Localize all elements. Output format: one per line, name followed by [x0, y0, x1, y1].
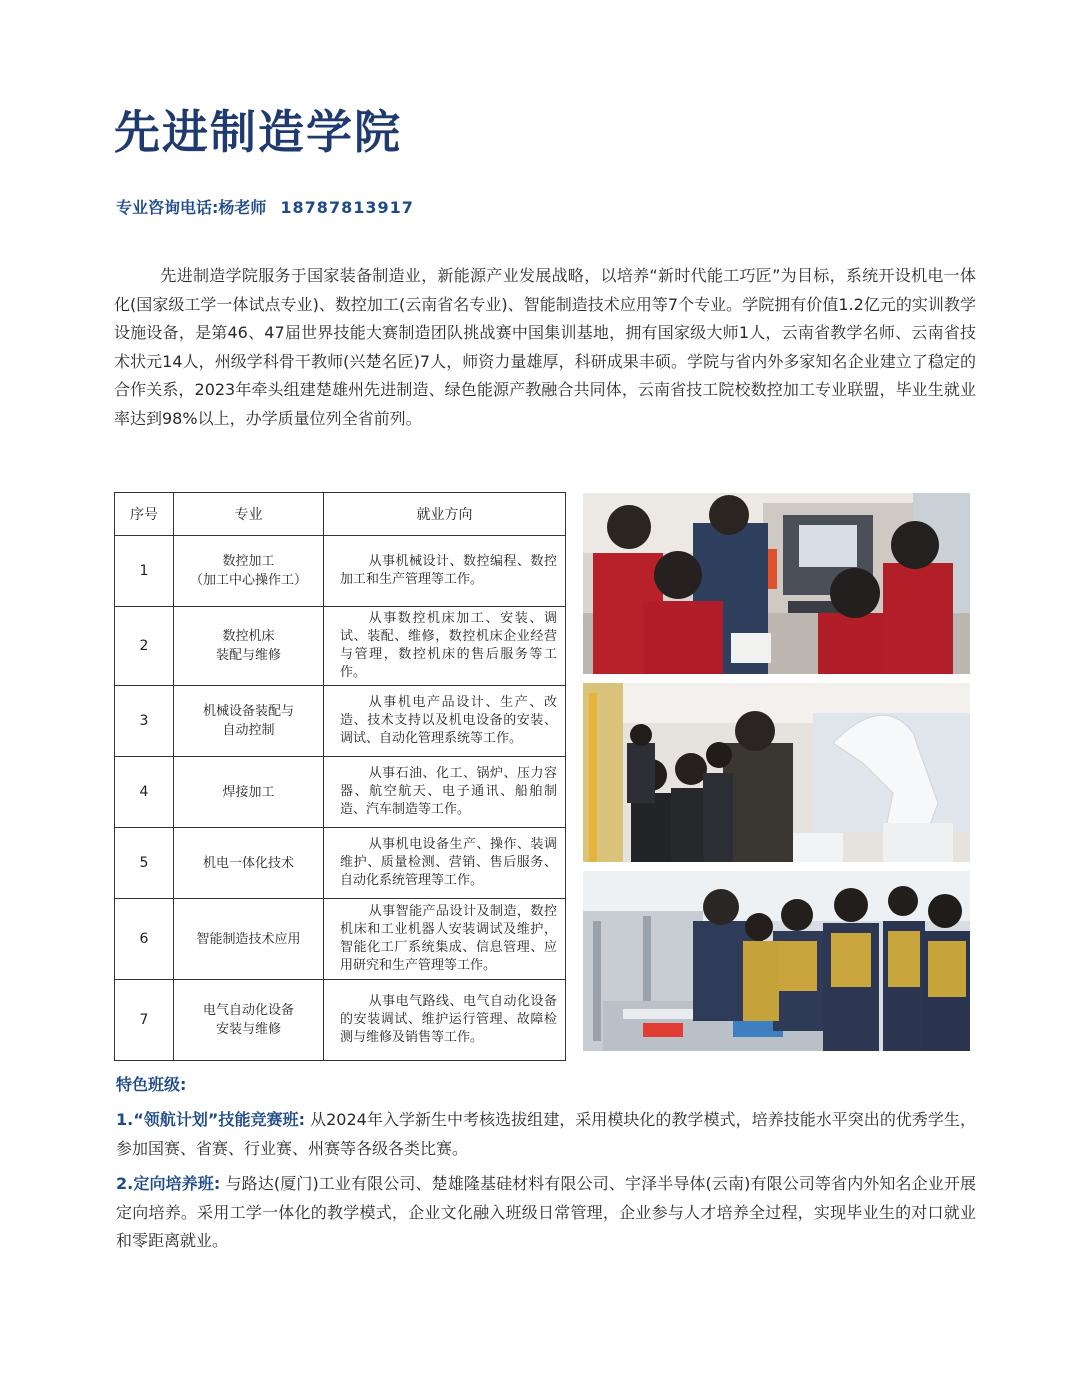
contact-line: [116, 196, 414, 220]
row-direction: 从事电气路线、电气自动化设备的安装调试、维护运行管理、故障检测与维修及销售等工作。: [324, 980, 566, 1061]
table-header-row: [115, 493, 566, 536]
row-major: 智能制造技术应用: [174, 899, 324, 980]
row-direction: 从事石油、化工、锅炉、压力容器、航空航天、电子通讯、船舶制造、汽车制造等工作。: [324, 757, 566, 828]
header-direction: 就业方向: [324, 493, 566, 536]
table-row: [115, 607, 566, 686]
feature-item-1: [116, 1106, 976, 1163]
row-major: 焊接加工: [174, 757, 324, 828]
header-major: 专业: [174, 493, 324, 536]
majors-table: [114, 492, 566, 1061]
row-major: 机电一体化技术: [174, 828, 324, 899]
table-row: [115, 828, 566, 899]
row-direction: 从事数控机床加工、安装、调试、装配、维修，数控机床企业经营与管理，数控机床的售后服务等工作。: [324, 607, 566, 686]
header-no: 序号: [115, 493, 174, 536]
contact-phone[interactable]: 18787813917: [280, 198, 414, 217]
row-direction: 从事智能产品设计及制造，数控机床和工业机器人安装调试及维护，智能化工厂系统集成、信息管理、应用研究和生产管理等工作。: [324, 899, 566, 980]
row-no: 1: [115, 536, 174, 607]
feature-lead: 2.定向培养班:: [116, 1174, 221, 1193]
row-no: 2: [115, 607, 174, 686]
row-no: 7: [115, 980, 174, 1061]
table-row: [115, 686, 566, 757]
table-row: [115, 757, 566, 828]
contact-label: 专业咨询电话:杨老师: [116, 198, 267, 217]
row-direction: 从事机电设备生产、操作、装调维护、质量检测、营销、售后服务、自动化系统管理等工作。: [324, 828, 566, 899]
row-no: 4: [115, 757, 174, 828]
table-row: [115, 980, 566, 1061]
feature-text: 与路达(厦门)工业有限公司、楚雄隆基硅材料有限公司、宇泽半导体(云南)有限公司等省内外知名企业开展定向培养。采用工学一体化的教学模式，企业文化融入班级日常管理，企业参与人才培养全过程，实现毕业生的对口就业和零距离就业。: [116, 1174, 976, 1250]
feature-item-2: [116, 1170, 976, 1256]
row-no: 5: [115, 828, 174, 899]
feature-lead: 1.“领航计划”技能竞赛班:: [116, 1110, 305, 1129]
cnc-machine-training-photo: [583, 493, 970, 674]
page-title: 先进制造学院: [114, 105, 402, 159]
automation-line-training-photo: [583, 871, 970, 1051]
row-direction: 从事机械设计、数控编程、数控加工和生产管理等工作。: [324, 536, 566, 607]
feature-text: 从2024年入学新生中考核选拔组建，采用模块化的教学模式，培养技能水平突出的优秀学生，参加国赛、省赛、行业赛、州赛等各级各类比赛。: [116, 1110, 976, 1158]
row-major: 电气自动化设备 安装与维修: [174, 980, 324, 1061]
row-major: 数控加工 （加工中心操作工）: [174, 536, 324, 607]
row-no: 6: [115, 899, 174, 980]
row-major: 数控机床 装配与维修: [174, 607, 324, 686]
row-direction: 从事机电产品设计、生产、改造、技术支持以及机电设备的安装、调试、自动化管理系统等工作。: [324, 686, 566, 757]
industrial-robot-training-photo: [583, 683, 970, 862]
row-no: 3: [115, 686, 174, 757]
table-row: [115, 899, 566, 980]
intro-paragraph: 先进制造学院服务于国家装备制造业，新能源产业发展战略，以培养“新时代能工巧匠”为目标，系统开设机电一体化(国家级工学一体试点专业)、数控加工(云南省名专业)、智能制造技术应用等7个专业。学院拥有价值1.2亿元的实训教学设施设备，是第46、47届世界技能大赛制造团队挑战赛中国集训基地，拥有国家级大师1人，云南省教学名师、云南省技术状元14人，州级学科骨干教师(兴楚名匠)7人，师资力量雄厚，科研成果丰硕。学院与省内外多家知名企业建立了稳定的合作关系，2023年牵头组建楚雄州先进制造、绿色能源产教融合共同体，云南省技工院校数控加工专业联盟，毕业生就业率达到98%以上，办学质量位列全省前列。: [114, 266, 976, 428]
features-heading: 特色班级:: [116, 1075, 187, 1094]
table-row: [115, 536, 566, 607]
row-major: 机械设备装配与 自动控制: [174, 686, 324, 757]
